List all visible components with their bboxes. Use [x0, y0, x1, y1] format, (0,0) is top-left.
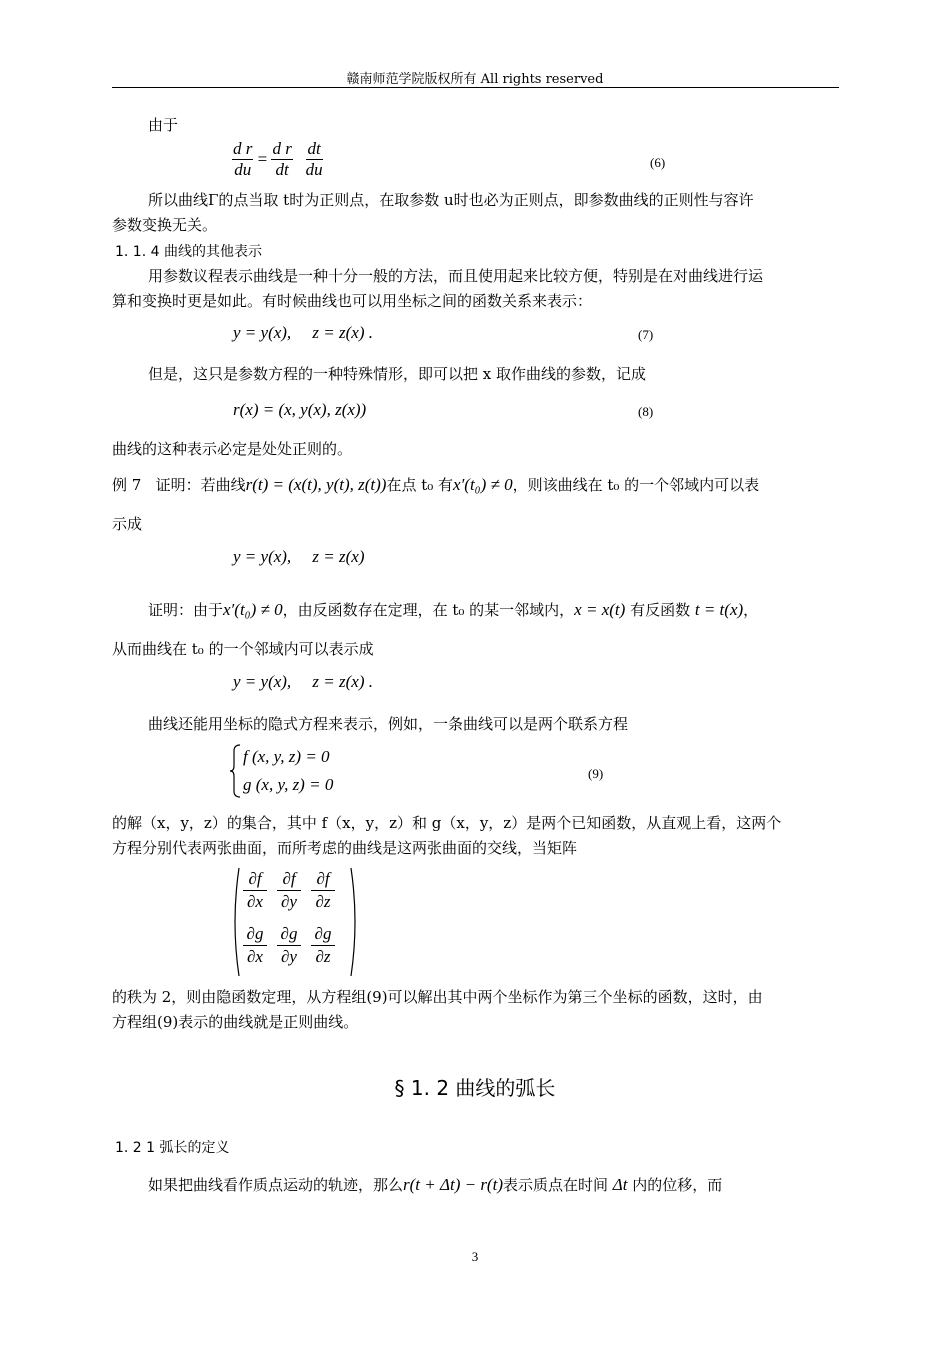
para-other-line1: 用参数议程表示曲线是一种十分一般的方法，而且使用起来比较方便，特别是在对曲线进行运 — [148, 267, 764, 285]
matrix-cell: $\frac{\partial f}{\partial y}$ — [272, 868, 306, 913]
example-condition: x′(t₀) ≠ 0 — [453, 475, 513, 494]
matrix-right-paren — [350, 866, 360, 978]
matrix-cell: $\frac{\partial g}{\partial y}$ — [272, 923, 306, 968]
example-curve-formula: r(t) = (x(t), y(t), z(t)) — [245, 475, 387, 494]
example-7-equation: y = y(x), z = z(x) — [233, 547, 365, 566]
page-header: 赣南师范学院版权所有 All rights reserved — [346, 72, 604, 87]
equation-8: r(x) = (x, y(x), z(x)) — [233, 400, 367, 419]
intro-label: 由于 — [148, 116, 179, 134]
eq6-number: (6) — [650, 155, 666, 170]
matrix-row-1 — [238, 868, 340, 913]
proof-line1: 证明：由于x′(t₀) ≠ 0，由反函数存在定理，在 t₀ 的某一邻域内，x = x(t) 有反函数 t = t(x)， — [148, 600, 759, 619]
matrix-cell: $\frac{\partial g}{\partial z}$ — [306, 923, 340, 968]
para-always-regular: 曲线的这种表示必定是处处正则的。 — [112, 440, 353, 458]
matrix-cell: $\frac{\partial f}{\partial z}$ — [306, 868, 340, 913]
jacobian-matrix — [230, 866, 360, 978]
matrix-row-2 — [238, 923, 340, 968]
equation-6: $\frac{\text{d r}}{du}$ = $\frac{\text{d r}}{dt}$ $\frac{dt}{du}$ — [233, 139, 323, 179]
example-label: 例 7 — [112, 476, 142, 494]
matrix-cell: $\frac{\partial f}{\partial x}$ — [238, 868, 272, 913]
para-solution-line1: 的解（x，y，z）的集合，其中 f（x，y，z）和 g（x，y，z）是两个已知函数，从直观上看，这两个 — [112, 814, 782, 832]
equation-7: y = y(x), z = z(x) . — [233, 323, 374, 342]
eq7-number: (7) — [638, 327, 654, 342]
matrix-cell: $\frac{\partial g}{\partial x}$ — [238, 923, 272, 968]
para-motion: 如果把曲线看作质点运动的轨迹，那么r(t + Δt) − r(t)表示质点在时间 Δt 内的位移，而 — [148, 1175, 723, 1194]
proof-equation: y = y(x), z = z(x) . — [233, 672, 374, 691]
section-heading-1-1-4: 1. 1. 4 曲线的其他表示 — [115, 244, 262, 260]
eq9-number: (9) — [588, 766, 604, 781]
eq6-rhs2: $\frac{dt}{du}$ — [305, 139, 323, 179]
para-regular-line1: 所以曲线Γ的点当取 t时为正则点，在取参数 u时也必为正则点，即参数曲线的正则性与容许 — [148, 191, 754, 209]
para-other-line2: 算和变换时更是如此。有时候曲线也可以用坐标之间的函数关系来表示： — [112, 292, 593, 310]
para-rank-line1: 的秩为 2，则由隐函数定理，从方程组(9)可以解出其中两个坐标作为第三个坐标的函数，这时，由 — [112, 988, 763, 1006]
page-number: 3 — [471, 1249, 479, 1264]
eq6-lhs: $\frac{\text{d r}}{du}$ — [233, 139, 253, 179]
example-7-line2: 示成 — [112, 515, 143, 533]
para-rank-line2: 方程组(9)表示的曲线就是正则曲线。 — [112, 1013, 359, 1031]
proof-line2: 从而曲线在 t₀ 的一个邻域内可以表示成 — [112, 640, 374, 658]
eq9-line2: g (x, y, z) = 0 — [243, 775, 334, 794]
eq6-rhs1: $\frac{\text{d r}}{dt}$ — [272, 139, 292, 179]
eq8-number: (8) — [638, 404, 654, 419]
para-implicit: 曲线还能用坐标的隐式方程来表示，例如，一条曲线可以是两个联系方程 — [148, 715, 629, 733]
eq9-left-brace — [229, 744, 241, 798]
para-regular-line2: 参数变换无关。 — [112, 216, 218, 234]
para-special: 但是，这只是参数方程的一种特殊情形，即可以把 x 取作曲线的参数，记成 — [148, 365, 646, 383]
header-rule — [112, 87, 839, 88]
section-heading-1-2-1: 1. 2 1 弧长的定义 — [115, 1140, 230, 1156]
section-heading-1-2: § 1. 2 曲线的弧长 — [394, 1076, 556, 1100]
example-7-line1: 例 7 证明：若曲线r(t) = (x(t), y(t), z(t))在点 t₀ 有x′(t₀) ≠ 0，则该曲线在 t₀ 的一个邻域内可以表 — [112, 475, 760, 494]
eq9-line1: f (x, y, z) = 0 — [243, 747, 330, 766]
para-solution-line2: 方程分别代表两张曲面，而所考虑的曲线是这两张曲面的交线，当矩阵 — [112, 839, 578, 857]
